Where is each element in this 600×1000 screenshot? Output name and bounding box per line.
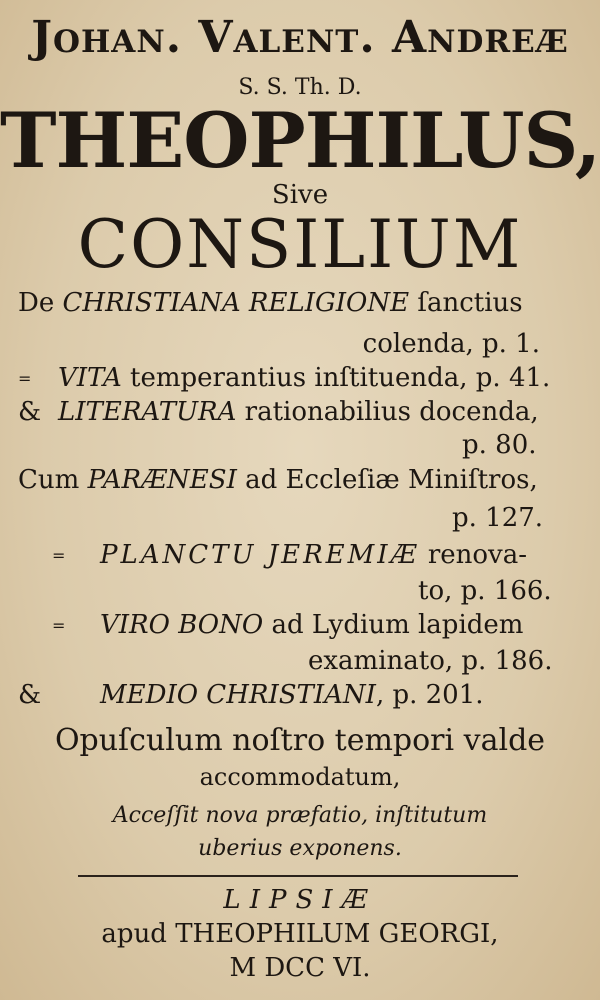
contents-line-7: p. 127. (452, 503, 544, 533)
contents-line-5: p. 80. (462, 430, 537, 460)
contents-line-3: = VITA temperantius inſtituenda, p. 41. (18, 363, 551, 393)
subtitle: CONSILIUM (77, 206, 523, 283)
imprint-printer: apud THEOPHILUM GEORGI, (101, 919, 499, 949)
author-line: Johan. Valent. Andreæ (31, 12, 569, 63)
contents-line-12: & MEDIO CHRISTIANI, p. 201. (18, 680, 484, 710)
opusculum-line-1: Opuſculum noſtro tempori valde (54, 723, 546, 758)
imprint-year: M DCC VI. (229, 953, 371, 983)
ampersand-mark: & (18, 397, 42, 427)
ampersand-mark: & (18, 680, 42, 710)
contents-line-4: & LITERATURA rationabilius docenda, (18, 397, 539, 427)
contents-line-9: to, p. 166. (418, 576, 552, 606)
contents-line-6: Cum PARÆNESI ad Eccleſiæ Miniſtros, (18, 465, 538, 495)
ditto-mark: = (52, 546, 66, 565)
horizontal-rule (78, 875, 518, 877)
contents-line-10: = VIRO BONO ad Lydium lapidem (52, 610, 524, 640)
ditto-mark: = (52, 616, 66, 635)
contents-line-1: De CHRISTIANA RELIGIONE ſanctius (18, 288, 523, 318)
main-title: THEOPHILUS, (0, 96, 600, 185)
opusculum-line-2: accommodatum, (199, 763, 401, 791)
contents-line-2: colenda, p. 1. (362, 329, 540, 359)
contents-line-11: examinato, p. 186. (308, 646, 553, 676)
ditto-mark: = (18, 369, 32, 388)
imprint-city: LIPSIÆ (223, 885, 377, 915)
contents-line-8: = PLANCTU JEREMIÆ renova- (52, 540, 528, 570)
sive-line: Sive (271, 180, 329, 210)
degree-line: S. S. Th. D. (238, 75, 362, 100)
accessit-line-1: Acceſſit nova præfatio, inſtitutum (112, 803, 488, 828)
accessit-line-2: uberius exponens. (198, 836, 402, 861)
